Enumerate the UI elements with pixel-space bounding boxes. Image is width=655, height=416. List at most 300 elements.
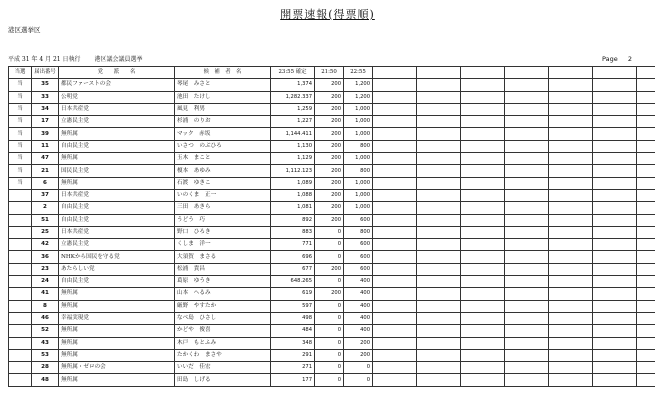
party-name: 日本共産党 bbox=[59, 226, 175, 238]
candidate-name: 大須賀 まさる bbox=[175, 251, 271, 263]
column-header bbox=[505, 67, 549, 79]
empty-cell bbox=[373, 276, 417, 288]
candidate-number: 2 bbox=[32, 202, 59, 214]
empty-cell bbox=[417, 116, 461, 128]
empty-cell bbox=[549, 103, 593, 115]
final-votes: 1,088 bbox=[271, 189, 315, 201]
final-votes: 696 bbox=[271, 251, 315, 263]
final-votes: 648.265 bbox=[271, 276, 315, 288]
empty-cell bbox=[593, 362, 637, 374]
empty-cell bbox=[505, 116, 549, 128]
candidate-name: 琴尾 みさと bbox=[175, 79, 271, 91]
votes-2150: 0 bbox=[315, 337, 344, 349]
empty-cell bbox=[593, 128, 637, 140]
votes-2255: 600 bbox=[344, 214, 373, 226]
candidate-name: 松浦 貴昌 bbox=[175, 263, 271, 275]
votes-2150: 200 bbox=[315, 214, 344, 226]
candidate-number: 34 bbox=[32, 103, 59, 115]
table-row bbox=[9, 349, 655, 361]
empty-cell bbox=[373, 374, 417, 386]
page-label: Page bbox=[602, 55, 618, 63]
candidate-number: 46 bbox=[32, 312, 59, 324]
votes-2255: 1,000 bbox=[344, 177, 373, 189]
empty-cell bbox=[593, 189, 637, 201]
empty-cell bbox=[461, 165, 505, 177]
empty-cell bbox=[593, 312, 637, 324]
empty-cell bbox=[505, 239, 549, 251]
column-header: 23:55 確定 bbox=[271, 67, 315, 79]
candidate-number: 24 bbox=[32, 276, 59, 288]
table-row bbox=[9, 312, 655, 324]
empty-cell bbox=[549, 79, 593, 91]
candidate-name: 池田 たけし bbox=[175, 91, 271, 103]
votes-2255: 1,000 bbox=[344, 128, 373, 140]
party-name: 無所属 bbox=[59, 177, 175, 189]
table-row bbox=[9, 239, 655, 251]
party-name: 都民ファーストの会 bbox=[59, 79, 175, 91]
empty-cell bbox=[549, 214, 593, 226]
empty-cell bbox=[417, 202, 461, 214]
table-row bbox=[9, 263, 655, 275]
empty-cell bbox=[461, 177, 505, 189]
votes-2255: 1,200 bbox=[344, 79, 373, 91]
column-header: 党 派 名 bbox=[59, 67, 175, 79]
empty-cell bbox=[461, 362, 505, 374]
empty-cell bbox=[461, 214, 505, 226]
candidate-number: 23 bbox=[32, 263, 59, 275]
empty-cell bbox=[417, 177, 461, 189]
empty-cell bbox=[461, 374, 505, 386]
votes-2255: 600 bbox=[344, 251, 373, 263]
empty-cell bbox=[593, 226, 637, 238]
votes-2150: 200 bbox=[315, 103, 344, 115]
empty-cell bbox=[417, 140, 461, 152]
elected-mark bbox=[9, 276, 32, 288]
votes-2255: 600 bbox=[344, 239, 373, 251]
empty-cell bbox=[461, 91, 505, 103]
final-votes: 597 bbox=[271, 300, 315, 312]
votes-2255: 800 bbox=[344, 165, 373, 177]
document-title: 開票速報(得票順) bbox=[280, 8, 375, 21]
elected-mark: 当 bbox=[9, 91, 32, 103]
empty-cell bbox=[505, 300, 549, 312]
empty-cell bbox=[637, 288, 655, 300]
party-name: 無所属 bbox=[59, 349, 175, 361]
empty-cell bbox=[593, 349, 637, 361]
empty-cell bbox=[505, 140, 549, 152]
votes-2255: 1,200 bbox=[344, 91, 373, 103]
empty-cell bbox=[373, 251, 417, 263]
votes-2150: 200 bbox=[315, 79, 344, 91]
empty-cell bbox=[549, 251, 593, 263]
candidate-name: いいだ 佳宏 bbox=[175, 362, 271, 374]
votes-2150: 0 bbox=[315, 300, 344, 312]
empty-cell bbox=[417, 189, 461, 201]
empty-cell bbox=[461, 263, 505, 275]
elected-mark bbox=[9, 189, 32, 201]
empty-cell bbox=[373, 214, 417, 226]
column-header bbox=[637, 67, 655, 79]
empty-cell bbox=[461, 349, 505, 361]
table-row bbox=[9, 325, 655, 337]
candidate-name: いさつ のぶひろ bbox=[175, 140, 271, 152]
empty-cell bbox=[417, 91, 461, 103]
empty-cell bbox=[461, 337, 505, 349]
empty-cell bbox=[461, 202, 505, 214]
empty-cell bbox=[417, 214, 461, 226]
candidate-number: 53 bbox=[32, 349, 59, 361]
candidate-number: 43 bbox=[32, 337, 59, 349]
empty-cell bbox=[417, 128, 461, 140]
results-table bbox=[8, 66, 655, 387]
votes-2150: 200 bbox=[315, 153, 344, 165]
empty-cell bbox=[417, 374, 461, 386]
table-row bbox=[9, 214, 655, 226]
candidate-number: 25 bbox=[32, 226, 59, 238]
final-votes: 1,112.123 bbox=[271, 165, 315, 177]
votes-2150: 200 bbox=[315, 202, 344, 214]
votes-2255: 1,000 bbox=[344, 202, 373, 214]
candidate-name: 風見 利男 bbox=[175, 103, 271, 115]
empty-cell bbox=[637, 140, 655, 152]
votes-2255: 600 bbox=[344, 263, 373, 275]
empty-cell bbox=[593, 325, 637, 337]
table-row bbox=[9, 300, 655, 312]
candidate-number: 28 bbox=[32, 362, 59, 374]
empty-cell bbox=[373, 312, 417, 324]
party-name: 無所属 bbox=[59, 337, 175, 349]
votes-2255: 400 bbox=[344, 300, 373, 312]
empty-cell bbox=[373, 103, 417, 115]
elected-mark bbox=[9, 312, 32, 324]
elected-mark bbox=[9, 214, 32, 226]
empty-cell bbox=[593, 165, 637, 177]
candidate-name: 石渡 ゆきこ bbox=[175, 177, 271, 189]
candidate-number: 8 bbox=[32, 300, 59, 312]
candidate-name: 榎本 あゆみ bbox=[175, 165, 271, 177]
final-votes: 498 bbox=[271, 312, 315, 324]
final-votes: 1,144.411 bbox=[271, 128, 315, 140]
empty-cell bbox=[593, 251, 637, 263]
elected-mark: 当 bbox=[9, 103, 32, 115]
empty-cell bbox=[417, 325, 461, 337]
party-name: 日本共産党 bbox=[59, 189, 175, 201]
empty-cell bbox=[461, 312, 505, 324]
column-header bbox=[417, 67, 461, 79]
candidate-name: 田島 しげる bbox=[175, 374, 271, 386]
empty-cell bbox=[637, 189, 655, 201]
empty-cell bbox=[417, 165, 461, 177]
party-name: 自由民主党 bbox=[59, 140, 175, 152]
empty-cell bbox=[637, 362, 655, 374]
votes-2150: 0 bbox=[315, 239, 344, 251]
votes-2255: 1,000 bbox=[344, 153, 373, 165]
party-name: NHKから国民を守る党 bbox=[59, 251, 175, 263]
empty-cell bbox=[637, 165, 655, 177]
empty-cell bbox=[505, 189, 549, 201]
ward-name: 港区選挙区 bbox=[8, 26, 41, 34]
empty-cell bbox=[549, 153, 593, 165]
candidate-number: 37 bbox=[32, 189, 59, 201]
table-row bbox=[9, 337, 655, 349]
empty-cell bbox=[505, 325, 549, 337]
empty-cell bbox=[417, 349, 461, 361]
party-name: 無所属 bbox=[59, 374, 175, 386]
votes-2255: 0 bbox=[344, 374, 373, 386]
empty-cell bbox=[549, 362, 593, 374]
empty-cell bbox=[637, 91, 655, 103]
party-name: 国民民主党 bbox=[59, 165, 175, 177]
table-row bbox=[9, 276, 655, 288]
empty-cell bbox=[593, 177, 637, 189]
votes-2255: 1,000 bbox=[344, 189, 373, 201]
party-name: 無所属 bbox=[59, 325, 175, 337]
votes-2255: 800 bbox=[344, 140, 373, 152]
column-header bbox=[549, 67, 593, 79]
party-name: 無所属 bbox=[59, 153, 175, 165]
votes-2255: 400 bbox=[344, 288, 373, 300]
empty-cell bbox=[593, 288, 637, 300]
elected-mark bbox=[9, 226, 32, 238]
candidate-number: 35 bbox=[32, 79, 59, 91]
empty-cell bbox=[417, 288, 461, 300]
final-votes: 271 bbox=[271, 362, 315, 374]
empty-cell bbox=[549, 140, 593, 152]
party-name: 無所属 bbox=[59, 128, 175, 140]
empty-cell bbox=[637, 325, 655, 337]
column-header: 22:55 bbox=[344, 67, 373, 79]
empty-cell bbox=[637, 374, 655, 386]
party-name: 立憲民主党 bbox=[59, 239, 175, 251]
candidate-number: 41 bbox=[32, 288, 59, 300]
party-name: 自由民主党 bbox=[59, 202, 175, 214]
empty-cell bbox=[637, 226, 655, 238]
elected-mark bbox=[9, 362, 32, 374]
final-votes: 484 bbox=[271, 325, 315, 337]
votes-2255: 400 bbox=[344, 312, 373, 324]
table-row bbox=[9, 374, 655, 386]
empty-cell bbox=[549, 202, 593, 214]
final-votes: 883 bbox=[271, 226, 315, 238]
empty-cell bbox=[549, 226, 593, 238]
empty-cell bbox=[593, 263, 637, 275]
candidate-name: 厳野 やすたか bbox=[175, 300, 271, 312]
column-header bbox=[461, 67, 505, 79]
empty-cell bbox=[461, 276, 505, 288]
empty-cell bbox=[373, 165, 417, 177]
empty-cell bbox=[373, 91, 417, 103]
candidate-name: いのくま 正一 bbox=[175, 189, 271, 201]
final-votes: 1,227 bbox=[271, 116, 315, 128]
table-row bbox=[9, 226, 655, 238]
table-row bbox=[9, 128, 655, 140]
party-name: 立憲民主党 bbox=[59, 116, 175, 128]
empty-cell bbox=[637, 116, 655, 128]
empty-cell bbox=[637, 312, 655, 324]
candidate-number: 39 bbox=[32, 128, 59, 140]
votes-2150: 0 bbox=[315, 312, 344, 324]
empty-cell bbox=[637, 202, 655, 214]
empty-cell bbox=[373, 153, 417, 165]
candidate-name: 山本 へるみ bbox=[175, 288, 271, 300]
empty-cell bbox=[549, 116, 593, 128]
votes-2150: 200 bbox=[315, 189, 344, 201]
empty-cell bbox=[505, 128, 549, 140]
votes-2150: 200 bbox=[315, 177, 344, 189]
empty-cell bbox=[505, 251, 549, 263]
empty-cell bbox=[505, 202, 549, 214]
candidate-number: 42 bbox=[32, 239, 59, 251]
empty-cell bbox=[373, 362, 417, 374]
candidate-name: かどや 俊喜 bbox=[175, 325, 271, 337]
candidate-number: 33 bbox=[32, 91, 59, 103]
empty-cell bbox=[417, 337, 461, 349]
table-row bbox=[9, 202, 655, 214]
empty-cell bbox=[637, 300, 655, 312]
empty-cell bbox=[505, 103, 549, 115]
empty-cell bbox=[417, 226, 461, 238]
empty-cell bbox=[461, 288, 505, 300]
empty-cell bbox=[461, 153, 505, 165]
candidate-name: 野口 ひろき bbox=[175, 226, 271, 238]
column-header: 届出番号 bbox=[32, 67, 59, 79]
empty-cell bbox=[637, 263, 655, 275]
empty-cell bbox=[637, 128, 655, 140]
empty-cell bbox=[373, 337, 417, 349]
empty-cell bbox=[593, 276, 637, 288]
votes-2150: 0 bbox=[315, 349, 344, 361]
final-votes: 291 bbox=[271, 349, 315, 361]
empty-cell bbox=[373, 239, 417, 251]
final-votes: 1,374 bbox=[271, 79, 315, 91]
votes-2150: 0 bbox=[315, 276, 344, 288]
elected-mark: 当 bbox=[9, 128, 32, 140]
votes-2255: 0 bbox=[344, 362, 373, 374]
empty-cell bbox=[549, 300, 593, 312]
candidate-name: うどう 巧 bbox=[175, 214, 271, 226]
empty-cell bbox=[373, 202, 417, 214]
empty-cell bbox=[461, 140, 505, 152]
votes-2255: 400 bbox=[344, 276, 373, 288]
candidate-name: くしま 洋一 bbox=[175, 239, 271, 251]
column-header bbox=[373, 67, 417, 79]
election-date: 平成 31 年 4 月 21 日執行 bbox=[8, 56, 81, 63]
table-row bbox=[9, 165, 655, 177]
final-votes: 771 bbox=[271, 239, 315, 251]
empty-cell bbox=[461, 189, 505, 201]
empty-cell bbox=[637, 349, 655, 361]
candidate-name: たかくわ まさや bbox=[175, 349, 271, 361]
empty-cell bbox=[593, 153, 637, 165]
candidate-number: 36 bbox=[32, 251, 59, 263]
party-name: 無所属・ゼロの会 bbox=[59, 362, 175, 374]
table-body bbox=[9, 79, 655, 386]
empty-cell bbox=[461, 251, 505, 263]
empty-cell bbox=[637, 153, 655, 165]
empty-cell bbox=[417, 79, 461, 91]
empty-cell bbox=[505, 153, 549, 165]
empty-cell bbox=[373, 128, 417, 140]
empty-cell bbox=[549, 288, 593, 300]
empty-cell bbox=[373, 116, 417, 128]
empty-cell bbox=[505, 91, 549, 103]
empty-cell bbox=[505, 288, 549, 300]
candidate-number: 6 bbox=[32, 177, 59, 189]
votes-2150: 0 bbox=[315, 226, 344, 238]
table-row bbox=[9, 251, 655, 263]
table-header-row bbox=[9, 67, 655, 79]
table-row bbox=[9, 116, 655, 128]
empty-cell bbox=[549, 239, 593, 251]
empty-cell bbox=[505, 214, 549, 226]
empty-cell bbox=[637, 103, 655, 115]
candidate-number: 21 bbox=[32, 165, 59, 177]
party-name: 自由民主党 bbox=[59, 214, 175, 226]
elected-mark bbox=[9, 251, 32, 263]
empty-cell bbox=[593, 300, 637, 312]
empty-cell bbox=[505, 312, 549, 324]
empty-cell bbox=[593, 202, 637, 214]
candidate-number: 17 bbox=[32, 116, 59, 128]
empty-cell bbox=[549, 128, 593, 140]
final-votes: 1,129 bbox=[271, 153, 315, 165]
empty-cell bbox=[593, 103, 637, 115]
candidate-name: 杉浦 のりお bbox=[175, 116, 271, 128]
candidate-number: 52 bbox=[32, 325, 59, 337]
empty-cell bbox=[417, 239, 461, 251]
party-name: 自由民主党 bbox=[59, 276, 175, 288]
votes-2255: 200 bbox=[344, 349, 373, 361]
candidate-name: 木戸 もとふみ bbox=[175, 337, 271, 349]
empty-cell bbox=[373, 177, 417, 189]
elected-mark: 当 bbox=[9, 177, 32, 189]
empty-cell bbox=[373, 300, 417, 312]
empty-cell bbox=[593, 374, 637, 386]
empty-cell bbox=[593, 337, 637, 349]
empty-cell bbox=[373, 140, 417, 152]
empty-cell bbox=[373, 288, 417, 300]
table-row bbox=[9, 153, 655, 165]
elected-mark bbox=[9, 239, 32, 251]
final-votes: 677 bbox=[271, 263, 315, 275]
empty-cell bbox=[417, 362, 461, 374]
empty-cell bbox=[505, 79, 549, 91]
votes-2255: 1,000 bbox=[344, 103, 373, 115]
candidate-name: マック 赤坂 bbox=[175, 128, 271, 140]
final-votes: 1,081 bbox=[271, 202, 315, 214]
page-number: 2 bbox=[627, 55, 632, 63]
party-name: 無所属 bbox=[59, 288, 175, 300]
empty-cell bbox=[417, 263, 461, 275]
empty-cell bbox=[549, 263, 593, 275]
candidate-name: 葛原 ゆうき bbox=[175, 276, 271, 288]
page-indicator bbox=[602, 55, 632, 63]
votes-2150: 0 bbox=[315, 362, 344, 374]
empty-cell bbox=[505, 349, 549, 361]
party-name: 無所属 bbox=[59, 300, 175, 312]
empty-cell bbox=[461, 239, 505, 251]
empty-cell bbox=[373, 325, 417, 337]
empty-cell bbox=[461, 116, 505, 128]
empty-cell bbox=[637, 214, 655, 226]
final-votes: 1,282.337 bbox=[271, 91, 315, 103]
elected-mark: 当 bbox=[9, 79, 32, 91]
final-votes: 892 bbox=[271, 214, 315, 226]
column-header: 候 補 者 名 bbox=[175, 67, 271, 79]
party-name: 幸福実現党 bbox=[59, 312, 175, 324]
candidate-name: 三田 あきら bbox=[175, 202, 271, 214]
candidate-number: 11 bbox=[32, 140, 59, 152]
